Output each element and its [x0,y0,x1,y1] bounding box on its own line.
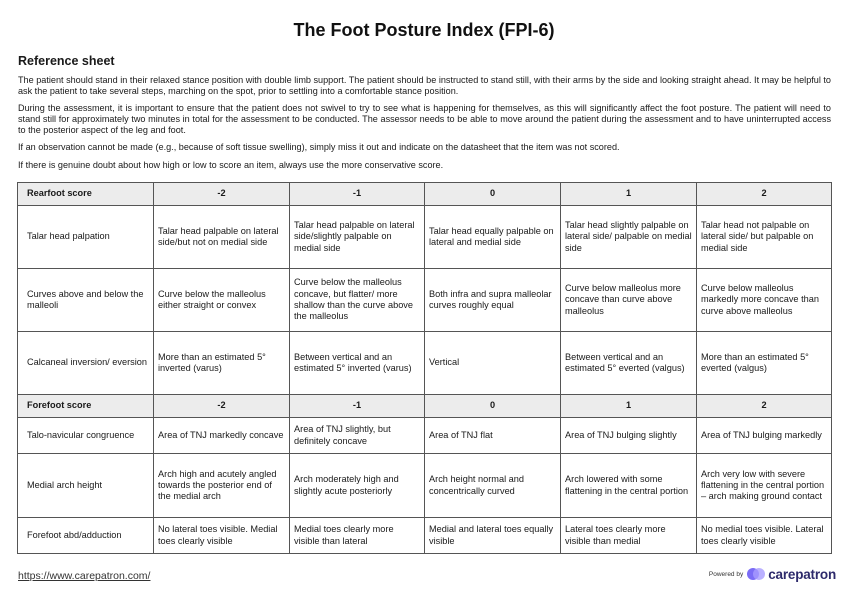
header-cell: Rearfoot score [18,183,154,206]
header-cell: 2 [697,395,832,418]
table-cell: Talar head palpable on lateral side/but not on medial side [154,206,290,269]
carepatron-link[interactable]: https://www.carepatron.com/ [18,570,151,582]
table-cell: Curve below the malleolus concave, but flatter/ more shallow than the curve above the malleolus [290,269,425,332]
row-label: Forefoot abd/adduction [18,518,154,554]
table-cell: Talar head not palpable on lateral side/ but palpable on medial side [697,206,832,269]
header-cell: -2 [154,395,290,418]
table-cell: Talar head palpable on lateral side/slightly palpable on medial side [290,206,425,269]
table-cell: More than an estimated 5° inverted (varus) [154,332,290,395]
table-cell: Area of TNJ slightly, but definitely concave [290,418,425,454]
carepatron-logo-icon [747,566,765,582]
table-cell: No lateral toes visible. Medial toes clearly visible [154,518,290,554]
fpi-table [17,182,832,554]
brand-name: carepatron [768,566,836,582]
table-cell: Vertical [425,332,561,395]
table-cell: Curve below the malleolus either straight or convex [154,269,290,332]
paragraph: During the assessment, it is important to ensure that the patient does not swivel to try to see what is happening for themselves, as this will significantly affect the foot posture. The patient will need to stand still for approximately two minutes in total for the assessment to be conducted. The assessor needs to be able to move around the patient during the assessment and to have uninterrupted access to the posterior aspect of the leg and foot. [18,103,831,136]
header-cell: 0 [425,183,561,206]
table-cell: Area of TNJ bulging slightly [561,418,697,454]
section-title: Reference sheet [18,54,115,68]
table-cell: Area of TNJ markedly concave [154,418,290,454]
table-cell: Between vertical and an estimated 5° inverted (varus) [290,332,425,395]
table-row [18,269,832,332]
header-cell: 1 [561,395,697,418]
table-cell: Arch high and acutely angled towards the posterior end of the medial arch [154,454,290,518]
table-cell: Both infra and supra malleolar curves roughly equal [425,269,561,332]
table-cell: Lateral toes clearly more visible than medial [561,518,697,554]
paragraph: If there is genuine doubt about how high or low to score an item, always use the more conservative score. [18,159,444,170]
row-label: Curves above and below the malleoli [18,269,154,332]
table-cell: Talar head slightly palpable on lateral side/ palpable on medial side [561,206,697,269]
table-cell: Talar head equally palpable on lateral and medial side [425,206,561,269]
table-cell: Arch height normal and concentrically curved [425,454,561,518]
header-cell: -1 [290,395,425,418]
row-label: Talo-navicular congruence [18,418,154,454]
table-cell: Between vertical and an estimated 5° everted (valgus) [561,332,697,395]
table-row [18,418,832,454]
table-cell: No medial toes visible. Lateral toes clearly visible [697,518,832,554]
row-label: Talar head palpation [18,206,154,269]
paragraph: If an observation cannot be made (e.g., because of soft tissue swelling), simply miss it out and indicate on the datasheet that the item was not scored. [18,142,620,153]
header-cell: 0 [425,395,561,418]
forefoot-header-row [18,395,832,418]
table-cell: Arch moderately high and slightly acute posteriorly [290,454,425,518]
rearfoot-header-row [18,183,832,206]
table-cell: Curve below malleolus markedly more concave than curve above malleolus [697,269,832,332]
table-cell: Area of TNJ bulging markedly [697,418,832,454]
header-cell: 2 [697,183,832,206]
header-cell: Forefoot score [18,395,154,418]
header-cell: -2 [154,183,290,206]
table-cell: Curve below malleolus more concave than curve above malleolus [561,269,697,332]
header-cell: 1 [561,183,697,206]
table-cell: Area of TNJ flat [425,418,561,454]
table-cell: Arch lowered with some flattening in the central portion [561,454,697,518]
table-row [18,454,832,518]
table-row [18,206,832,269]
table-cell: Medial toes clearly more visible than lateral [290,518,425,554]
intro-text [18,75,831,177]
header-cell: -1 [290,183,425,206]
powered-by-text: Powered by [708,570,744,578]
table-cell: Medial and lateral toes equally visible [425,518,561,554]
table-row [18,332,832,395]
row-label: Medial arch height [18,454,154,518]
paragraph: The patient should stand in their relaxed stance position with double limb support. The patient should be instructed to stand still, with their arms by the side and looking straight ahead. It may be helpful to ask the patient to take several steps, marching on the spot, prior to settling into a comfortable stance position. [18,75,831,97]
powered-by-badge[interactable] [709,566,836,582]
table-cell: More than an estimated 5° everted (valgus) [697,332,832,395]
page-title: The Foot Posture Index (FPI-6) [293,20,555,40]
table-cell: Arch very low with severe flattening in the central portion – arch making ground contact [697,454,832,518]
row-label: Calcaneal inversion/ eversion [18,332,154,395]
table-row [18,518,832,554]
